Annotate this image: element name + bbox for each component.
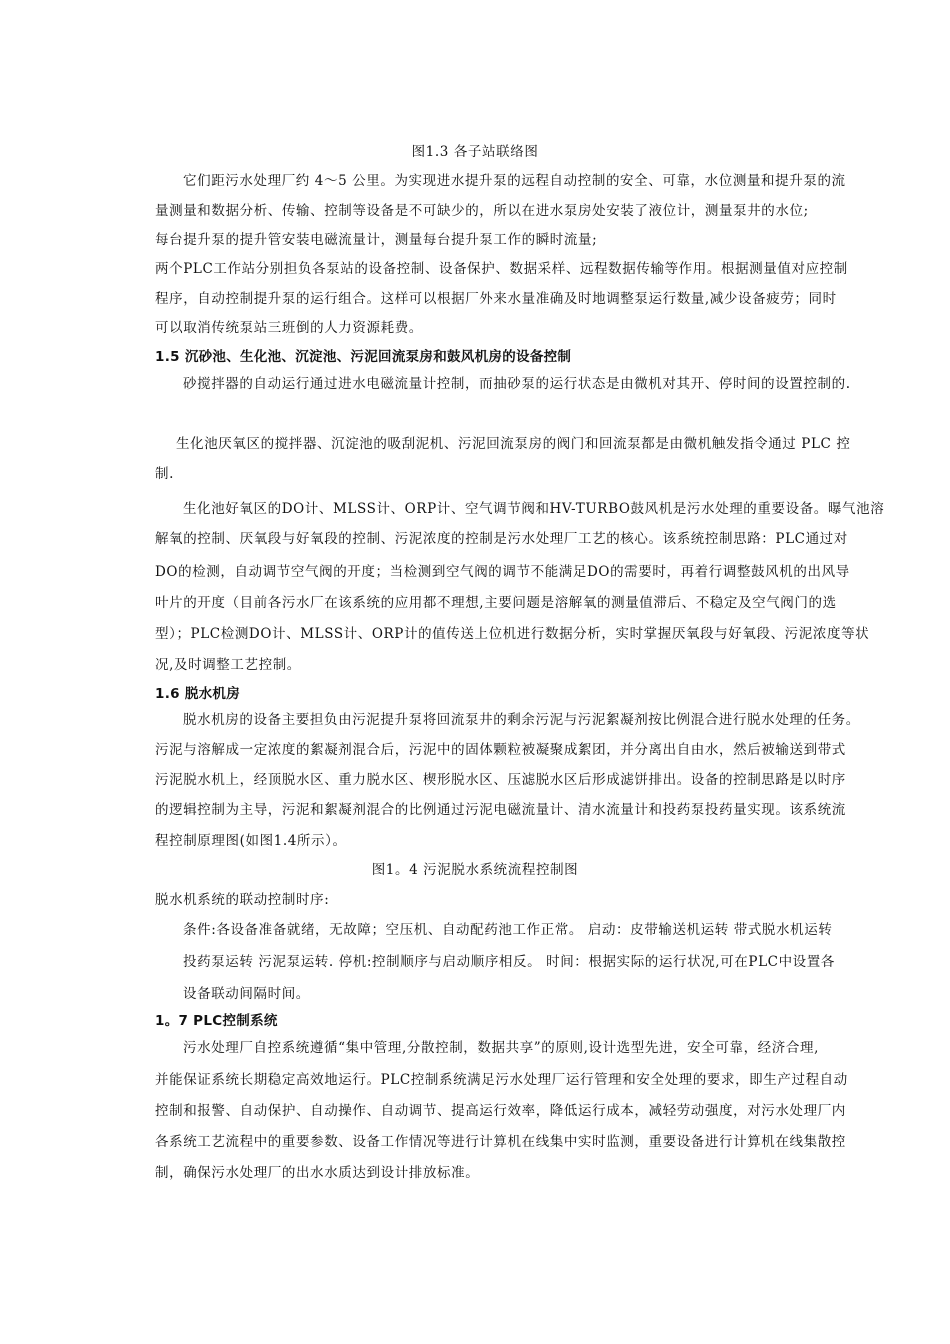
paragraph-line: 投药泵运转 污泥泵运转. 停机:控制顺序与启动顺序相反。 时间：根据实际的运行状况,可在PLC中设置各 (183, 954, 835, 970)
paragraph-line: 污水处理厂自控系统遵循“集中管理,分散控制，数据共享”的原则,设计选型先进，安全可靠，经济合理, (183, 1040, 819, 1056)
paragraph-line: 程序，自动控制提升泵的运行组合。这样可以根据厂外来水量准确及时地调整泵运行数量,减少设备疲劳；同时 (155, 291, 837, 307)
paragraph-line: 各系统工艺流程中的重要参数、设备工作情况等进行计算机在线集中实时监测，重要设备进行计算机在线集散控 (155, 1134, 846, 1150)
paragraph-line: 设备联动间隔时间。 (183, 986, 310, 1002)
paragraph-line: 型）；PLC检测DO计、MLSS计、ORP计的值传送上位机进行数据分析，实时掌握厌氧段与好氧段、污泥浓度等状 (155, 626, 870, 642)
paragraph-line: 污泥与溶解成一定浓度的絮凝剂混合后，污泥中的固体颗粒被凝聚成絮团，并分离出自由水，然后被输送到带式 (155, 742, 846, 758)
paragraph-line: 况,及时调整工艺控制。 (155, 657, 301, 673)
paragraph-line: 叶片的开度（目前各污水厂在该系统的应用都不理想,主要问题是溶解氧的测量值滞后、不稳定及空气阀门的选 (155, 595, 837, 611)
section-heading-1-7: 1。7 PLC控制系统 (155, 1013, 278, 1029)
paragraph-line: 两个PLC工作站分别担负各泵站的设备控制、设备保护、数据采样、远程数据传输等作用。根据测量值对应控制 (155, 261, 848, 277)
paragraph-line: 解氧的控制、厌氧段与好氧段的控制、污泥浓度的控制是污水处理厂工艺的核心。该系统控制思路：PLC通过对 (155, 531, 848, 547)
paragraph-line: 并能保证系统长期稳定高效地运行。PLC控制系统满足污水处理厂运行管理和安全处理的要求，即生产过程自动 (155, 1072, 848, 1088)
figure-caption-1-4: 图1。4 污泥脱水系统流程控制图 (371, 862, 579, 878)
figure-caption-1-3: 图1.3 各子站联络图 (411, 144, 539, 160)
section-heading-1-5: 1.5 沉砂池、生化池、沉淀池、污泥回流泵房和鼓风机房的设备控制 (155, 349, 572, 365)
paragraph-line: 脱水机房的设备主要担负由污泥提升泵将回流泵井的剩余污泥与污泥絮凝剂按比例混合进行脱水处理的任务。 (183, 712, 860, 728)
paragraph-line: DO的检测，自动调节空气阀的开度；当检测到空气阀的调节不能满足DO的需要时，再着行调整鼓风机的出风导 (155, 564, 850, 580)
paragraph-line: 可以取消传统泵站三班倒的人力资源耗费。 (155, 320, 423, 336)
paragraph-line: 生化池厌氧区的搅拌器、沉淀池的吸刮泥机、污泥回流泵房的阀门和回流泵都是由微机触发指令通过 PLC 控 (176, 436, 851, 452)
paragraph-line: 它们距污水处理厂约 4～5 公里。为实现进水提升泵的远程自动控制的安全、可靠，水位测量和提升泵的流 (183, 173, 846, 189)
paragraph-line: 生化池好氧区的DO计、MLSS计、ORP计、空气调节阀和HV-TURBO鼓风机是污水处理的重要设备。曝气池溶 (183, 501, 885, 517)
paragraph-line: 的逻辑控制为主导，污泥和絮凝剂混合的比例通过污泥电磁流量计、清水流量计和投药泵投药量实现。该系统流 (155, 802, 846, 818)
paragraph-line: 条件:各设备准备就绪，无故障；空压机、自动配药池工作正常。 启动：皮带输送机运转 带式脱水机运转 (183, 922, 833, 938)
paragraph-line: 制. (155, 466, 174, 482)
paragraph-line: 控制和报警、自动保护、自动操作、自动调节、提高运行效率，降低运行成本，减轻劳动强度，对污水处理厂内 (155, 1103, 846, 1119)
paragraph-line: 污泥脱水机上，经顶脱水区、重力脱水区、楔形脱水区、压滤脱水区后形成滤饼排出。设备的控制思路是以时序 (155, 772, 846, 788)
paragraph-line: 砂搅拌器的自动运行通过进水电磁流量计控制，而抽砂泵的运行状态是由微机对其开、停时间的设置控制的. (183, 376, 851, 392)
paragraph-line: 程控制原理图(如图1.4所示）。 (155, 833, 347, 849)
paragraph-line: 每台提升泵的提升管安装电磁流量计，测量每台提升泵工作的瞬时流量; (155, 232, 598, 248)
paragraph-line: 制，确保污水处理厂的出水水质达到设计排放标准。 (155, 1165, 480, 1181)
section-heading-1-6: 1.6 脱水机房 (155, 686, 241, 702)
paragraph-line: 脱水机系统的联动控制时序: (155, 892, 330, 908)
paragraph-line: 量测量和数据分析、传输、控制等设备是不可缺少的，所以在进水泵房处安装了液位计，测量泵井的水位; (155, 203, 809, 219)
